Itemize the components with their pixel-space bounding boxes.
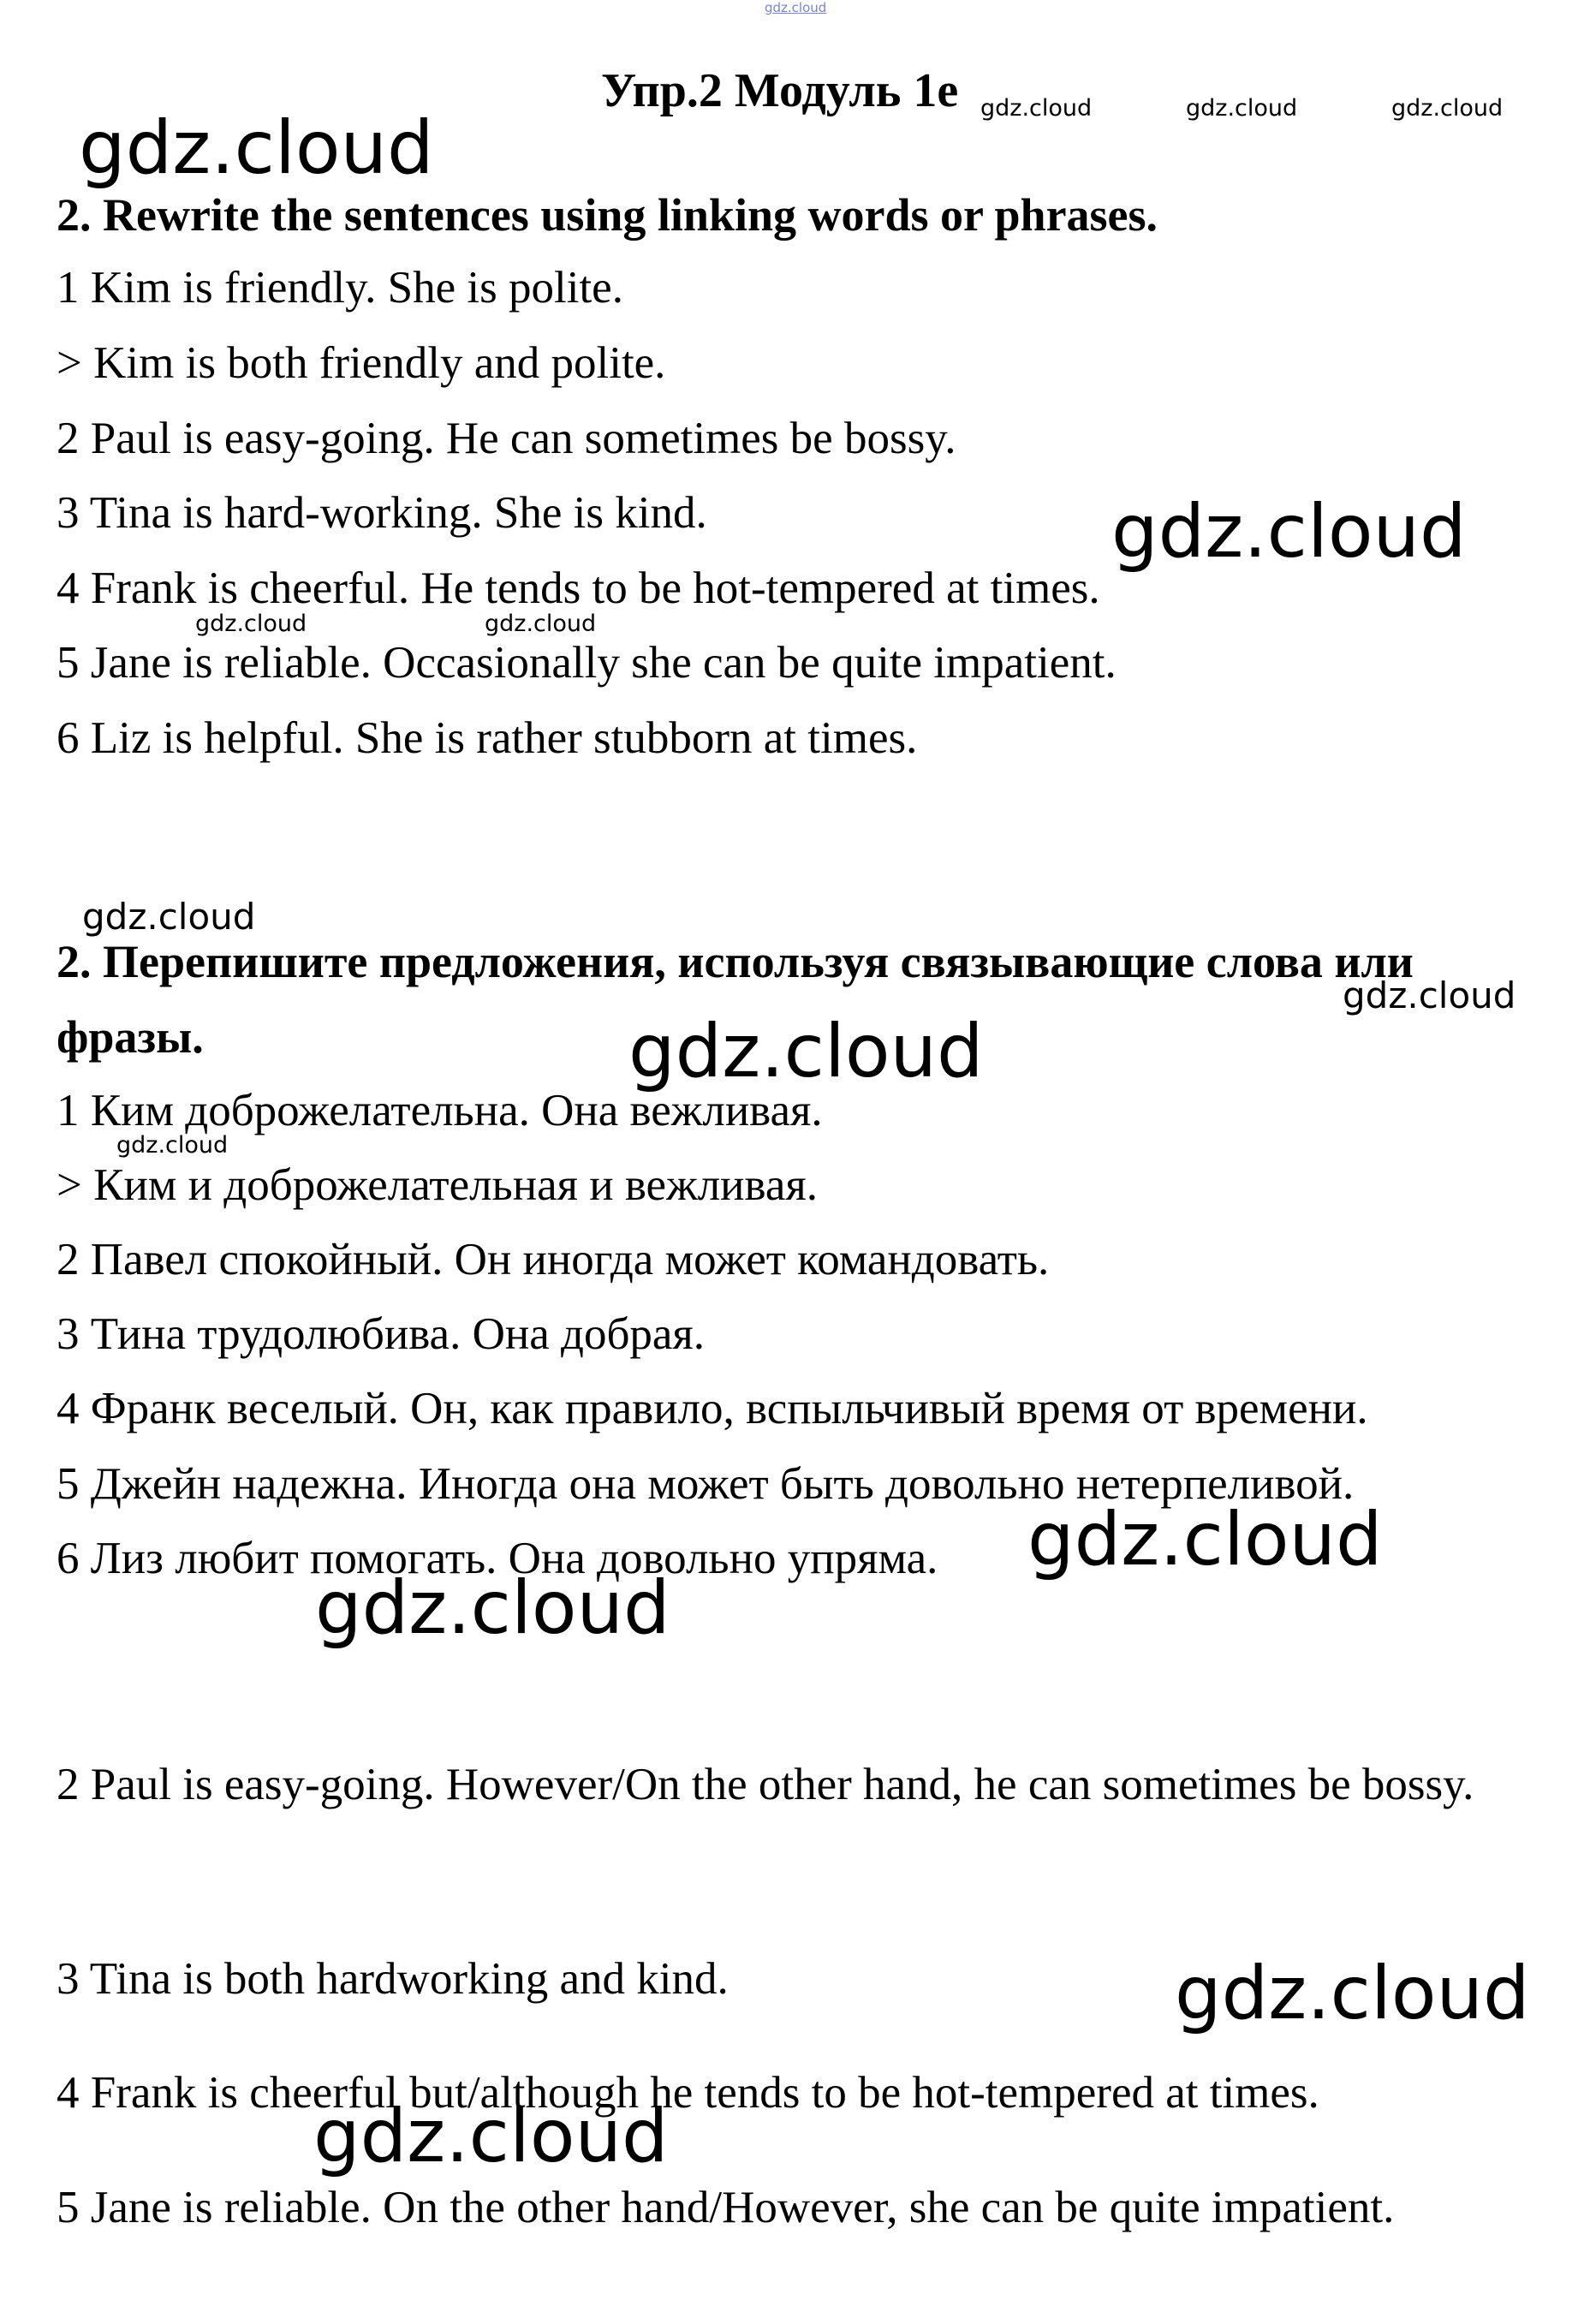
watermark: gdz.cloud <box>313 2094 669 2179</box>
english-heading: 2. Rewrite the sentences using linking words or phrases. <box>57 189 1158 241</box>
watermark: gdz.cloud <box>82 896 256 938</box>
english-line: 2 Paul is easy-going. He can sometimes be bossy. <box>57 414 956 463</box>
watermark: gdz.cloud <box>1186 95 1298 122</box>
answer-line: 4 Frank is cheerful but/although he tends to be hot-tempered at times. <box>57 2068 1319 2118</box>
english-line: 6 Liz is helpful. She is rather stubborn at times. <box>57 713 918 763</box>
watermark: gdz.cloud <box>628 1009 984 1094</box>
watermark: gdz.cloud <box>1175 1951 1530 2036</box>
russian-heading: 2. Перепишите предложения, используя связывающие слова или <box>57 936 1414 987</box>
watermark: gdz.cloud <box>485 611 597 637</box>
russian-line: 6 Лиз любит помогать. Она довольно упряма. <box>57 1534 938 1583</box>
watermark: gdz.cloud <box>195 611 307 637</box>
watermark: gdz.cloud <box>116 1132 229 1159</box>
russian-line: 3 Тина трудолюбива. Она добрая. <box>57 1309 706 1359</box>
russian-line: 5 Джейн надежна. Иногда она может быть довольно нетерпеливой. <box>57 1459 1355 1509</box>
english-line: 5 Jane is reliable. Occasionally she can be quite impatient. <box>57 638 1117 688</box>
russian-line: > Ким и доброжелательная и вежливая. <box>57 1160 818 1210</box>
english-line: 4 Frank is cheerful. He tends to be hot-tempered at times. <box>57 563 1100 613</box>
watermark: gdz.cloud <box>1027 1497 1383 1582</box>
english-line: 1 Kim is friendly. She is polite. <box>57 263 623 313</box>
answer-line: 5 Jane is reliable. On the other hand/However, she can be quite impatient. <box>57 2183 1395 2232</box>
watermark: gdz.cloud <box>1391 95 1504 122</box>
russian-heading-cont: фразы. <box>57 1011 204 1063</box>
english-line: 3 Tina is hard-working. She is kind. <box>57 488 707 538</box>
english-line: > Kim is both friendly and polite. <box>57 338 666 388</box>
page-title: Упр.2 Модуль 1е <box>601 64 959 117</box>
watermark: gdz.cloud <box>980 95 1093 122</box>
russian-line: 1 Ким доброжелательна. Она вежливая. <box>57 1086 823 1135</box>
answer-line: 2 Paul is easy-going. However/On the other hand, he can sometimes be bossy. <box>57 1760 1474 1809</box>
answer-line: 3 Tina is both hardworking and kind. <box>57 1954 729 2004</box>
russian-line: 2 Павел спокойный. Он иногда может командовать. <box>57 1235 1050 1284</box>
watermark: gdz.cloud <box>79 105 434 191</box>
watermark-top: gdz.cloud <box>765 0 827 15</box>
watermark: gdz.cloud <box>1343 974 1516 1016</box>
watermark: gdz.cloud <box>1111 489 1467 575</box>
watermark: gdz.cloud <box>315 1565 670 1651</box>
russian-line: 4 Франк веселый. Он, как правило, вспыльчивый время от времени. <box>57 1384 1368 1433</box>
